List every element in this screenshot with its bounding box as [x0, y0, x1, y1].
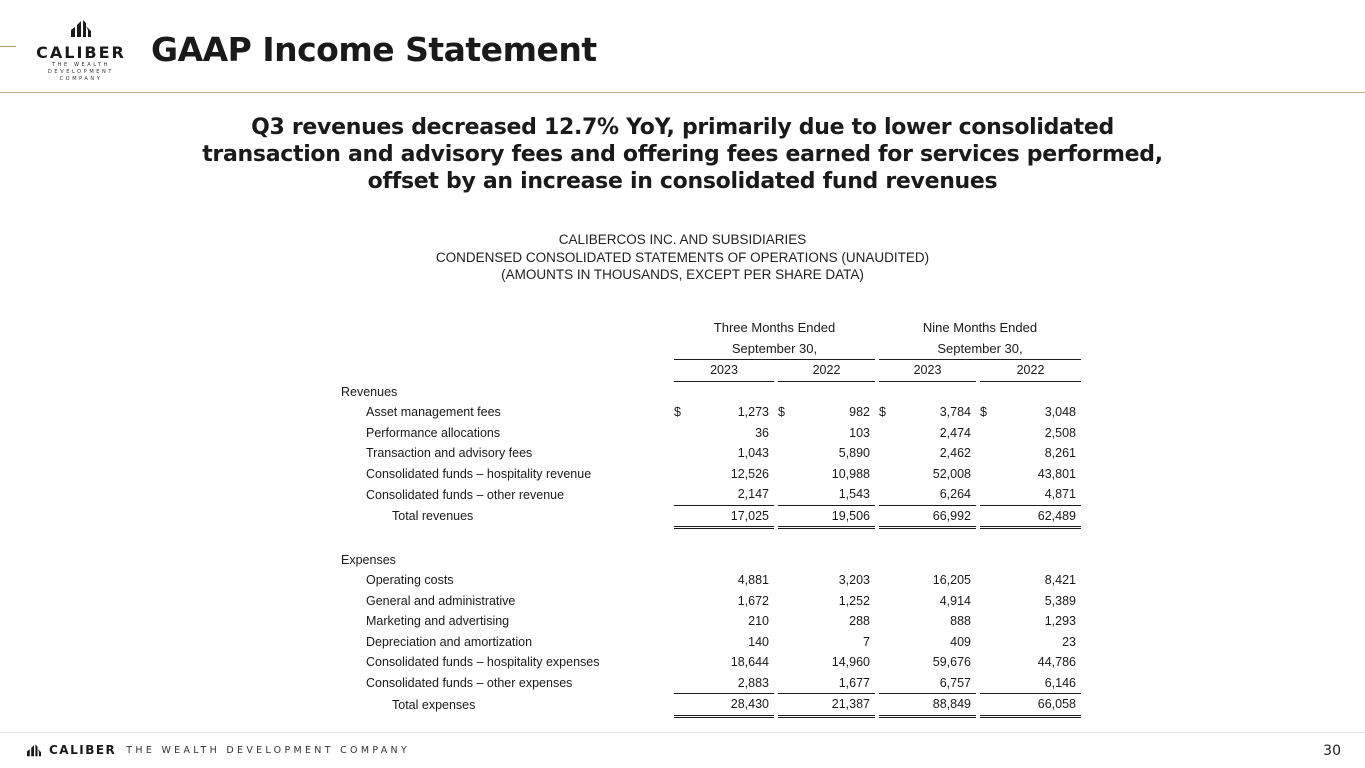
cell-value: 4,914: [939, 593, 971, 608]
cell-value: 5,389: [1044, 593, 1076, 608]
row-label: Consolidated funds – hospitality expenses: [366, 655, 600, 670]
headline-line: offset by an increase in consolidated fund revenues: [367, 169, 998, 194]
cell-value: 2,474: [939, 425, 971, 440]
headline-line: transaction and advisory fees and offering fees earned for services performed,: [202, 142, 1163, 167]
cell-value: 36: [755, 425, 769, 440]
header-divider: [0, 92, 1365, 93]
row-label: Transaction and advisory fees: [366, 446, 533, 461]
row-label: General and administrative: [366, 593, 516, 608]
revenues-label: Revenues: [341, 384, 398, 399]
cell-value: 2,462: [939, 446, 971, 461]
cell-value: 1,252: [838, 593, 870, 608]
cell-value: 6,757: [891, 673, 976, 694]
period-header-row: [338, 318, 1081, 339]
three-months-header: Three Months Ended: [713, 320, 836, 336]
cell-value: 7: [863, 634, 870, 649]
currency-symbol: $: [674, 405, 681, 420]
table-row: [338, 423, 1081, 444]
footer-logo: [24, 743, 410, 757]
logo-wordmark: CALIBER: [36, 43, 126, 62]
cell-value: 1,543: [790, 484, 875, 505]
row-label: Performance allocations: [366, 425, 501, 440]
footer-tagline: THE WEALTH DEVELOPMENT COMPANY: [126, 744, 411, 756]
three-months-subheader: September 30,: [674, 339, 875, 360]
cell-value: 23: [1062, 634, 1076, 649]
total-value: 28,430: [686, 694, 774, 717]
cell-value: 888: [950, 614, 971, 629]
cell-value: 140: [748, 634, 769, 649]
table-row: [338, 673, 1081, 694]
statement-heading: [0, 231, 1365, 284]
currency-symbol: $: [980, 405, 987, 420]
total-value: 17,025: [686, 505, 774, 528]
cell-value: 1,677: [790, 673, 875, 694]
building-icon: [68, 18, 94, 38]
total-value: 21,387: [790, 694, 875, 717]
table-row: [338, 464, 1081, 485]
cell-value: 16,205: [932, 573, 971, 588]
currency-symbol: $: [778, 405, 785, 420]
table-row: [338, 570, 1081, 591]
cell-value: 1,043: [737, 446, 769, 461]
cell-value: 1,273: [737, 405, 769, 420]
row-label: Operating costs: [366, 573, 454, 588]
cell-value: 14,960: [831, 655, 870, 670]
page-number: 30: [1323, 743, 1341, 759]
cell-value: 2,508: [1044, 425, 1076, 440]
cell-value: 1,672: [737, 593, 769, 608]
cell-value: 10,988: [831, 466, 870, 481]
nine-months-header: Nine Months Ended: [922, 320, 1038, 336]
cell-value: 8,261: [1044, 446, 1076, 461]
building-icon: [24, 743, 44, 757]
cell-value: 1,293: [1044, 614, 1076, 629]
total-row: [338, 694, 1081, 717]
table-row: [338, 611, 1081, 632]
income-statement-table: [338, 318, 1081, 718]
total-value: 66,992: [891, 505, 976, 528]
year-header: 2022: [778, 360, 875, 382]
cell-value: 44,786: [1037, 655, 1076, 670]
cell-value: 982: [849, 405, 870, 420]
cell-value: 4,881: [737, 573, 769, 588]
table-row: [338, 652, 1081, 673]
table-row: [338, 484, 1081, 505]
total-row: [338, 505, 1081, 528]
cell-value: 5,890: [838, 446, 870, 461]
row-label: Depreciation and amortization: [366, 634, 533, 649]
row-label: Consolidated funds – hospitality revenue: [366, 466, 592, 481]
total-expenses-label: Total expenses: [392, 697, 476, 712]
headline: [0, 114, 1365, 195]
cell-value: 288: [849, 614, 870, 629]
footer-wordmark: CALIBER: [49, 743, 117, 757]
cell-value: 2,883: [686, 673, 774, 694]
row-label: Consolidated funds – other expenses: [366, 676, 573, 690]
statement-units: (AMOUNTS IN THOUSANDS, EXCEPT PER SHARE DATA): [501, 267, 864, 282]
expenses-label: Expenses: [341, 552, 396, 567]
cell-value: 3,203: [838, 573, 870, 588]
page-title: GAAP Income Statement: [151, 30, 597, 69]
total-value: 19,506: [790, 505, 875, 528]
year-header: 2023: [674, 360, 774, 382]
cell-value: 43,801: [1037, 466, 1076, 481]
cell-value: 3,048: [1044, 405, 1076, 420]
currency-symbol: $: [879, 405, 886, 420]
total-value: 88,849: [891, 694, 976, 717]
cell-value: 3,784: [939, 405, 971, 420]
cell-value: 6,264: [891, 484, 976, 505]
headline-line: Q3 revenues decreased 12.7% YoY, primarily due to lower consolidated: [251, 115, 1114, 140]
period-subheader-row: [338, 339, 1081, 360]
spacer-row: [338, 528, 1081, 550]
cell-value: 12,526: [730, 466, 769, 481]
footer-divider: [0, 732, 1365, 733]
total-revenues-label: Total revenues: [392, 509, 474, 524]
nine-months-subheader: September 30,: [879, 339, 1081, 360]
row-label: Marketing and advertising: [366, 614, 510, 629]
table-row: [338, 591, 1081, 612]
logo-tagline-line1: THE WEALTH DEVELOPMENT: [47, 62, 114, 75]
total-value: 62,489: [992, 505, 1081, 528]
header-accent-rule: [0, 46, 16, 47]
total-value: 66,058: [992, 694, 1081, 717]
cell-value: 6,146: [992, 673, 1081, 694]
year-header-row: [338, 360, 1081, 382]
cell-value: 52,008: [932, 466, 971, 481]
cell-value: 210: [748, 614, 769, 629]
cell-value: 4,871: [992, 484, 1081, 505]
row-label: Asset management fees: [366, 405, 501, 420]
table-row: [338, 632, 1081, 653]
cell-value: 103: [849, 425, 870, 440]
year-header: 2022: [980, 360, 1081, 382]
row-label: Consolidated funds – other revenue: [366, 487, 565, 502]
cell-value: 409: [950, 634, 971, 649]
section-header-row: [338, 381, 1081, 402]
cell-value: 8,421: [1044, 573, 1076, 588]
logo-tagline-line2: COMPANY: [59, 76, 103, 82]
section-header-row: [338, 550, 1081, 571]
company-name: CALIBERCOS INC. AND SUBSIDIARIES: [558, 232, 807, 247]
cell-value: 59,676: [932, 655, 971, 670]
cell-value: 18,644: [730, 655, 769, 670]
table-row: [338, 402, 1081, 423]
caliber-logo: [22, 18, 140, 83]
cell-value: 2,147: [686, 484, 774, 505]
year-header: 2023: [879, 360, 976, 382]
table-row: [338, 443, 1081, 464]
statement-title: CONDENSED CONSOLIDATED STATEMENTS OF OPERATIONS (UNAUDITED): [435, 249, 930, 265]
